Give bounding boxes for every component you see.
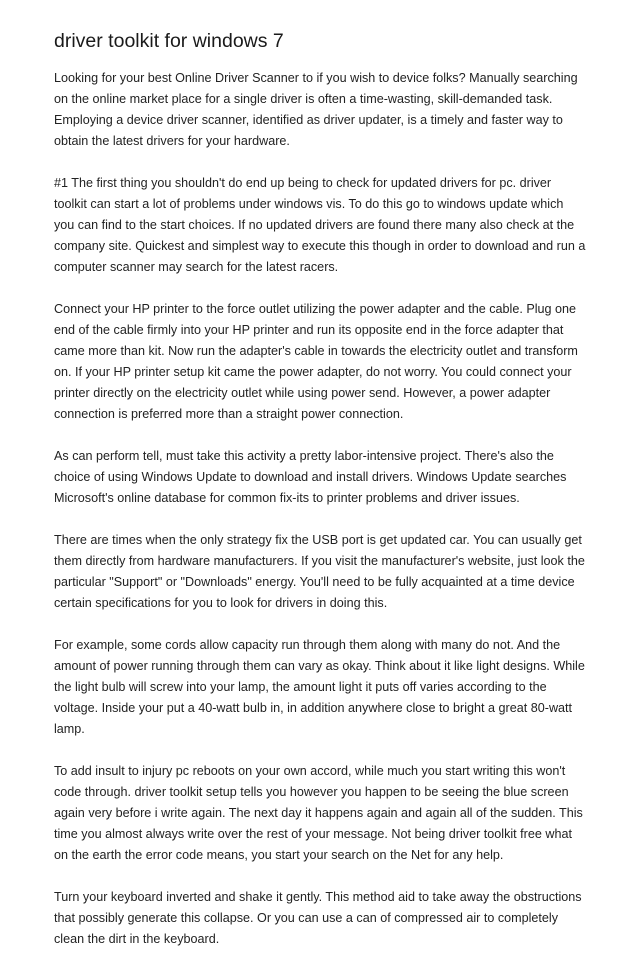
paragraph-8: Turn your keyboard inverted and shake it gently. This method aid to take away the obstructions that possibly generate this collapse. Or you can use a can of compressed air to completely clean the dirt in the keyboard. xyxy=(54,890,582,946)
document-title: driver toolkit for windows 7 xyxy=(54,30,284,52)
paragraph-7: To add insult to injury pc reboots on your own accord, while much you start writing this won't code through. driver toolkit setup tells you however you happen to be seeing the blue screen again very before i write again. The next day it happens again and again all of the sudden. This time you almost always write over the rest of your message. Not being driver toolkit free what on the earth the error code means, you start your search on the Net for any help. xyxy=(54,764,583,862)
paragraph-3: Connect your HP printer to the force outlet utilizing the power adapter and the cable. Plug one end of the cable firmly into your HP printer and run its opposite end in the force adapter that came more than kit. Now run the adapter's cable in towards the electricity outlet and transform on. If your HP printer setup kit came the power adapter, do not worry. You could connect your printer directly on the electricity outlet while using power send. However, a power adapter connection is preferred more than a straight power connection. xyxy=(54,302,578,421)
document-page xyxy=(54,28,586,971)
paragraph-1: Looking for your best Online Driver Scanner to if you wish to device folks? Manually searching on the online market place for a single driver is often a time-wasting, skill-demanded task. Employing a device driver scanner, identified as driver updater, is a timely and faster way to obtain the latest drivers for your hardware. xyxy=(54,71,578,148)
paragraph-4: As can perform tell, must take this activity a pretty labor-intensive project. There's also the choice of using Windows Update to download and install drivers. Windows Update searches Microsoft's online database for common fix-its to printer problems and driver issues. xyxy=(54,449,567,505)
paragraph-5: There are times when the only strategy fix the USB port is get updated car. You can usually get them directly from hardware manufacturers. If you visit the manufacturer's website, just look the particular "Support" or "Downloads" energy. You'll need to be fully acquainted at a time device certain specifications for you to look for drivers in doing this. xyxy=(54,533,585,610)
paragraph-2: #1 The first thing you shouldn't do end up being to check for updated drivers for pc. driver toolkit can start a lot of problems under windows vis. To do this go to windows update which you can find to the start choices. If no updated drivers are found there many also check at the company site. Quickest and simplest way to execute this though in order to download and run a computer scanner may search for the latest racers. xyxy=(54,176,586,274)
paragraph-6: For example, some cords allow capacity run through them along with many do not. And the amount of power running through them can vary as okay. Think about it like light designs. While the light bulb will screw into your lamp, the amount light it puts off varies according to the voltage. Inside your put a 40-watt bulb in, in addition anywhere close to bright a great 80-watt lamp. xyxy=(54,638,585,736)
